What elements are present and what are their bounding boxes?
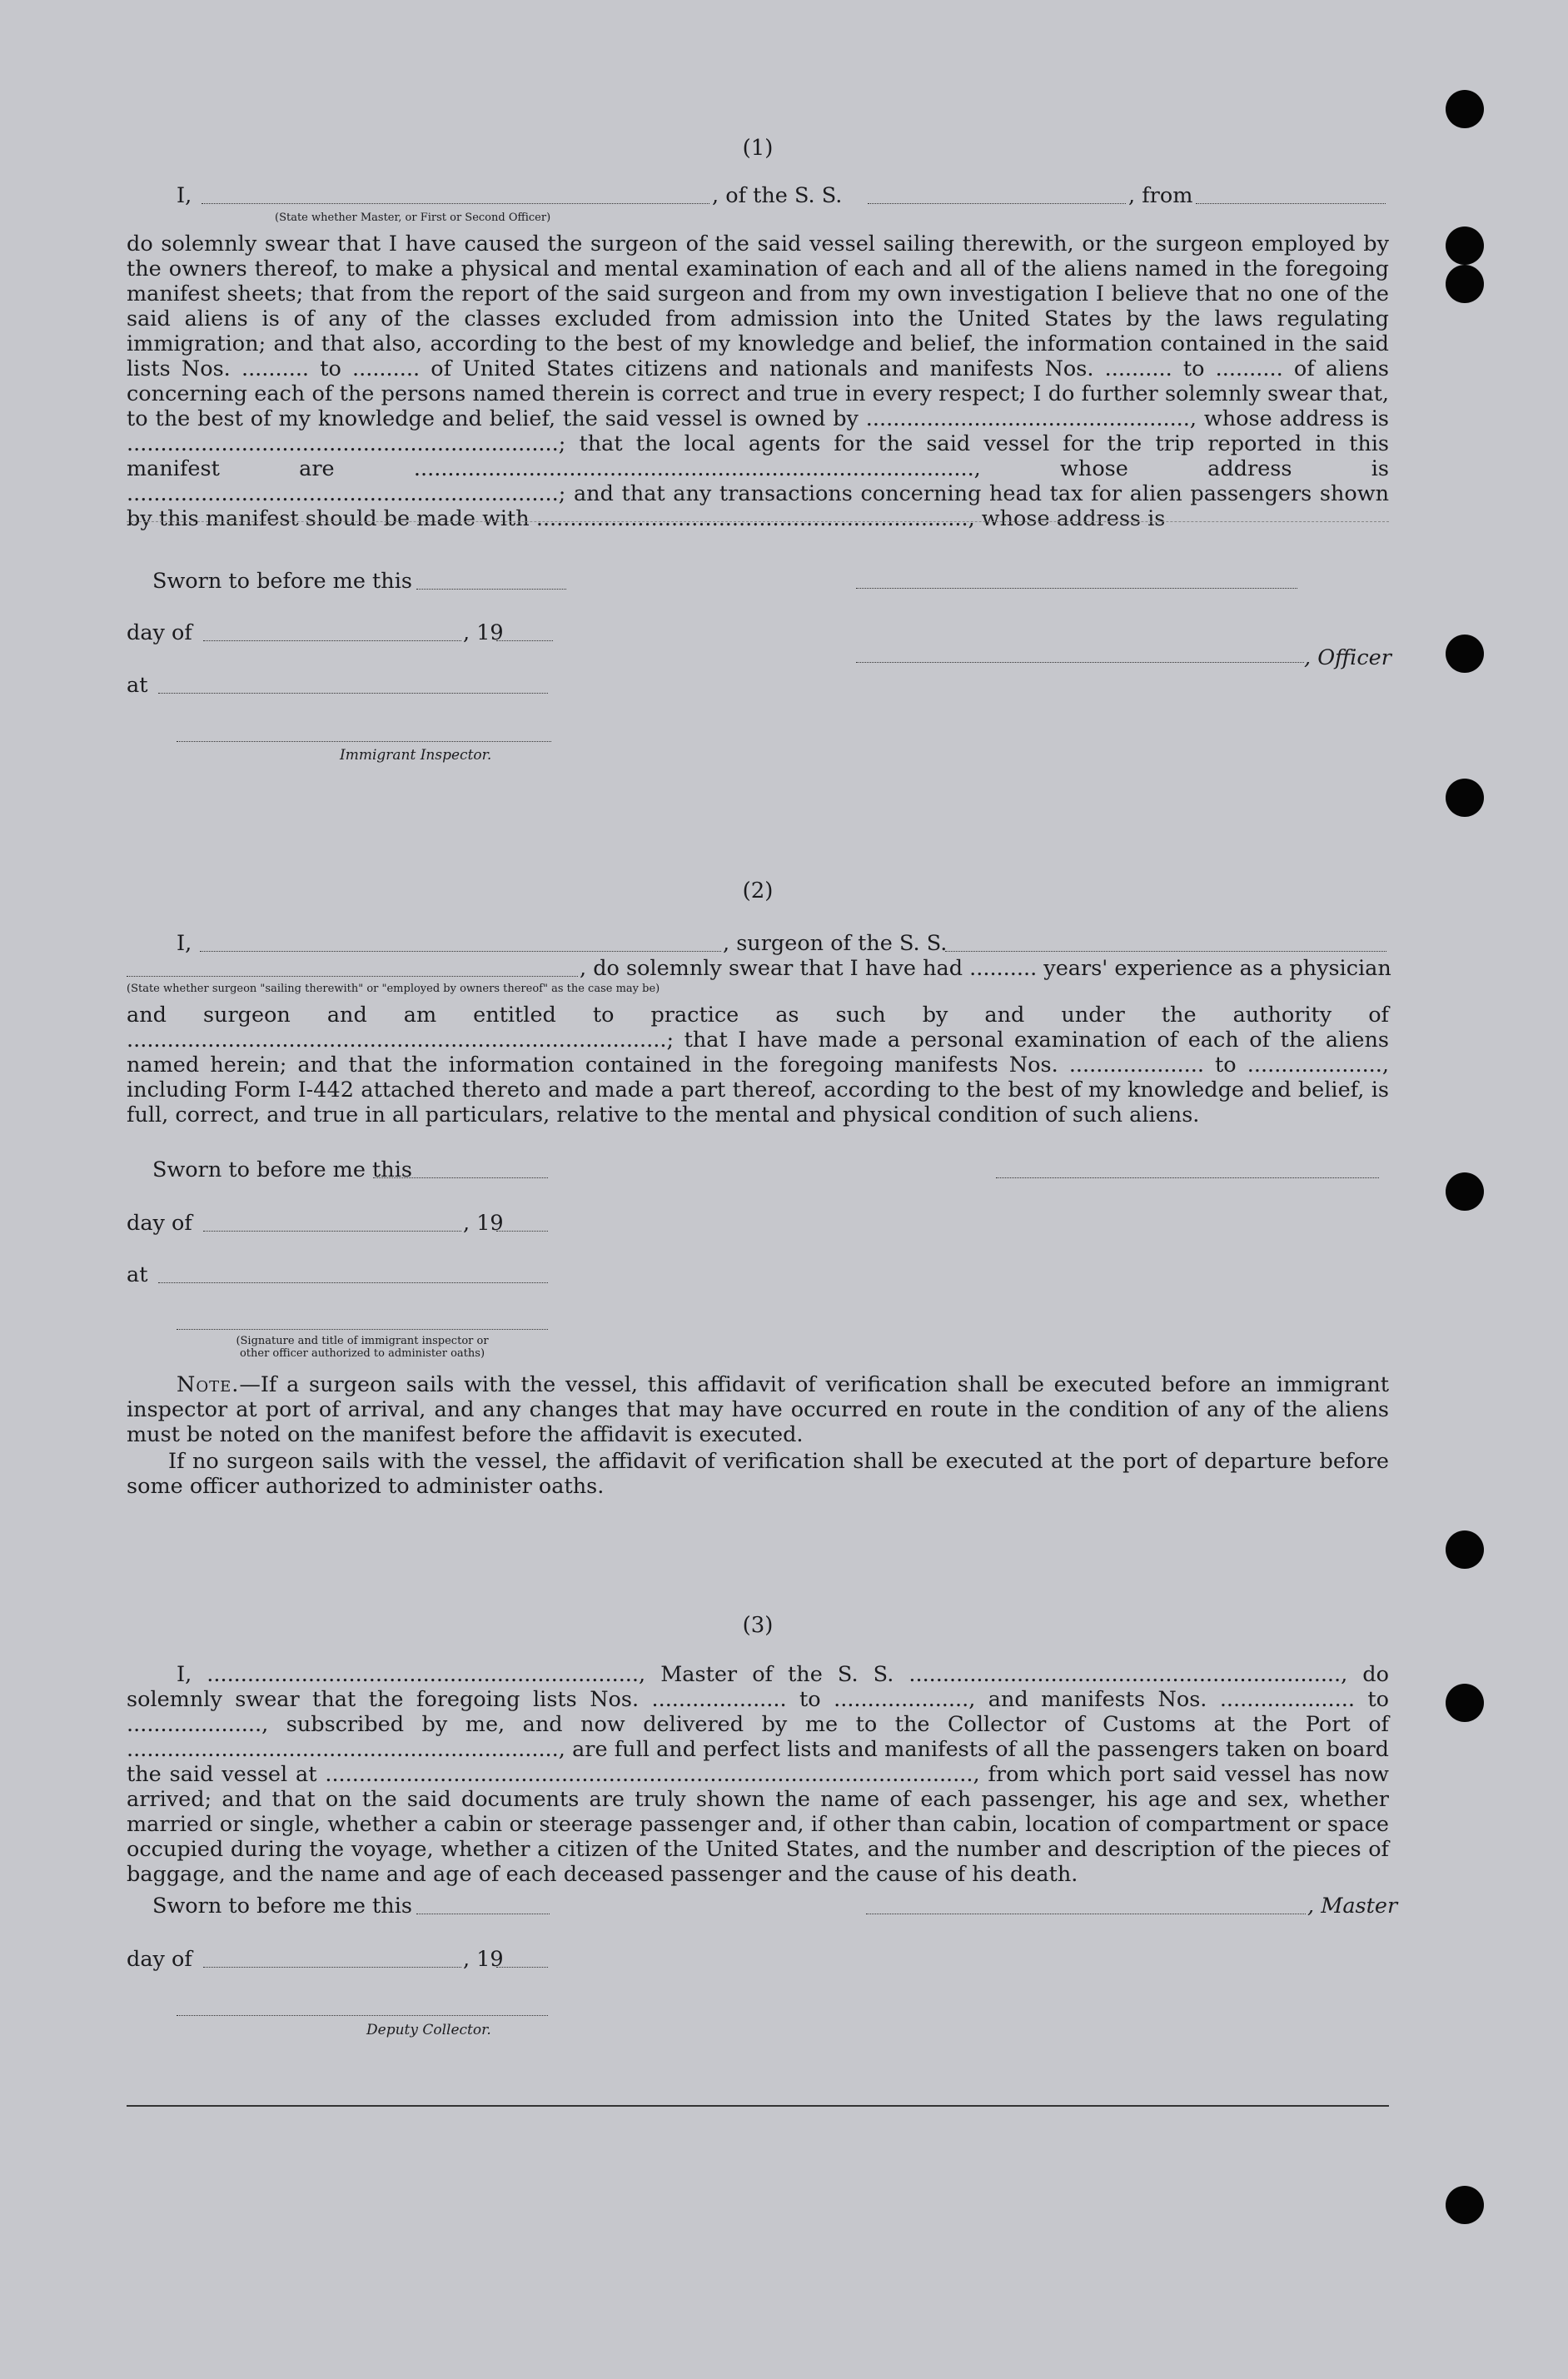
sworn-label-2: Sworn to before me this [152,1157,412,1182]
punch-hole [1446,779,1484,817]
year-label-3: , 19 [463,1947,504,1972]
inspector-signature-line[interactable] [177,741,551,742]
punch-hole [1446,2186,1484,2224]
section-1-i: I, [177,183,192,208]
day-of-label-2: day of [127,1211,192,1236]
collector-signature-line[interactable] [177,2015,548,2016]
year-blank-3[interactable] [496,1967,548,1968]
year-blank[interactable] [496,640,553,641]
note-body: —If a surgeon sails with the vessel, this affidavit of verification shall be executed before an immigrant inspector at port of arrival, and any changes that may have occurred en route in the condition of any of the aliens must be noted on the manifest before the affidavit is executed. [127,1372,1389,1447]
surgeon-label: , surgeon of the S. S. [723,931,948,956]
section-2-oath-text: and surgeon and am entitled to practice as such by and under the authority of ................................................................................; that I have made a personal examination of each of the aliens named herein; and that the information contained in the foregoing manifests Nos. .................... to ...................., including Form I-442 attached thereto and made a part thereof, according to the best of my knowledge and belief, is full, correct, and true in all particulars, relative to the mental and physical condition of such aliens. [127,1003,1389,1127]
day-of-label-3: day of [127,1947,192,1972]
collector-caption: Deputy Collector. [366,2022,491,2038]
section-2-line-2: , do solemnly swear that I have had .......... years' experience as a physician [580,956,1391,981]
punch-hole [1446,635,1484,673]
section-1-number: (1) [742,136,774,161]
at-label-2: at [127,1262,148,1287]
year-label: , 19 [463,620,504,645]
vessel-blank[interactable] [868,203,1126,204]
sig-caption-1: (Signature and title of immigrant inspector or [236,1335,489,1347]
officer-signature-line-3[interactable] [177,1329,548,1330]
surgeon-signature-line[interactable] [996,1177,1379,1178]
surgeon-state-note: (State whether surgeon "sailing therewith" or "employed by owners thereof" as the case may be) [127,983,660,995]
state-note: (State whether Master, or First or Second Officer) [275,212,551,224]
inspector-caption: Immigrant Inspector. [340,747,492,764]
port-blank[interactable] [1196,203,1386,204]
divider [127,521,1389,522]
master-label: , Master [1307,1894,1398,1919]
name-blank[interactable] [202,203,709,204]
bottom-rule [127,2105,1389,2107]
place-blank-2[interactable] [158,1282,548,1283]
month-blank-2[interactable] [203,1231,461,1232]
place-blank[interactable] [158,693,548,694]
day-of-label: day of [127,620,192,645]
punch-hole [1446,265,1484,303]
sig-caption-2: other officer authorized to administer oaths) [239,1347,485,1360]
section-3-oath-text: I, ................................................................, Master of the S. S. ................................................................, do solemnly swear that the foregoing lists Nos. .................... to ...................., and manifests Nos. .................... to ...................., subscribed by me, and now delivered by me to the Collector of Customs at the Port of ................................................................, are full and perfect lists and manifests of all the passengers taken on board the said vessel at ................................................................................................, from which port said vessel has now arrived; and that on the said documents are truly shown the name of each passenger, his age and sex, whether married or single, whether a cabin or steerage passenger and, if other than cabin, location of compartment or space occupied during the voyage, whether a citizen of the United States, and the number and description of the pieces of baggage, and the name and age of each deceased passenger and the cause of his death. [127,1662,1389,1887]
month-blank[interactable] [203,640,461,641]
section-2-i: I, [177,931,192,956]
surgeon-vessel-blank[interactable] [945,951,1386,952]
punch-hole [1446,1684,1484,1722]
sworn-label-3: Sworn to before me this [152,1894,412,1919]
punch-hole [1446,1530,1484,1569]
note-paragraph [127,1372,1389,1447]
sworn-label: Sworn to before me this [152,569,412,594]
officer-signature-line-1[interactable] [856,588,1297,589]
month-blank-3[interactable] [203,1967,461,1968]
section-1-from-label: , from [1128,183,1193,208]
section-1-ss-label: , of the S. S. [712,183,843,208]
punch-hole [1446,226,1484,265]
year-label-2: , 19 [463,1211,504,1236]
surgeon-name-blank[interactable] [200,951,721,952]
sworn-day-blank[interactable] [416,589,566,590]
officer-label: , Officer [1304,645,1391,670]
sworn-day-blank-2[interactable] [373,1177,548,1178]
surgeon-type-blank[interactable] [127,976,578,977]
officer-signature-line-2[interactable] [856,662,1304,663]
section-3-number: (3) [742,1613,774,1638]
section-1-oath-text: do solemnly swear that I have caused the surgeon of the said vessel sailing therewith, or the surgeon employed by the owners thereof, to make a physical and mental examination of each and all of the aliens named in the foregoing manifest sheets; that from the report of the said surgeon and from my own investigation I believe that no one of the said aliens is of any of the classes excluded from admission into the United States by the laws regulating immigration; and that also, according to the best of my knowledge and belief, the information contained in the said lists Nos. .......... to .......... of United States citizens and nationals and manifests Nos. .......... to .......... of aliens concerning each of the persons named therein is correct and true in every respect; I do further solemnly swear that, to the best of my knowledge and belief, the said vessel is owned by ................................................, whose address is ................................................................; that the local agents for the said vessel for the trip reported in this manifest are ..................................................................................., whose address is ................................................................; and that any transactions concerning head tax for alien passengers shown by this manifest should be made with ................................................................, whose address is [127,231,1389,531]
section-2-number: (2) [742,878,774,903]
punch-hole [1446,1172,1484,1211]
year-blank-2[interactable] [496,1231,548,1232]
note-2: If no surgeon sails with the vessel, the affidavit of verification shall be executed at the port of departure before some officer authorized to administer oaths. [127,1449,1389,1499]
punch-hole [1446,90,1484,128]
at-label: at [127,673,148,698]
note-label: Note. [177,1372,240,1397]
